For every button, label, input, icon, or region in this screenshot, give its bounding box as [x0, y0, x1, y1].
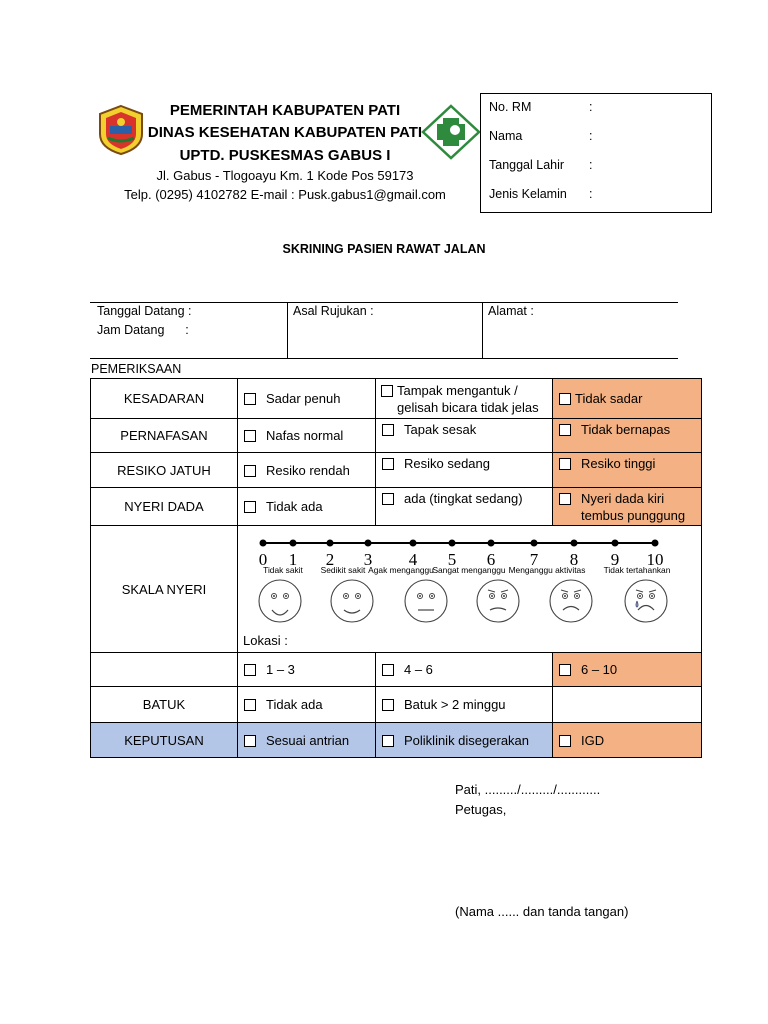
checkbox-icon[interactable] — [244, 735, 256, 747]
alamat-field[interactable]: Alamat : — [488, 304, 534, 318]
option-label: Resiko rendah — [266, 462, 350, 478]
divider — [287, 302, 288, 359]
header-line-2: DINAS KESEHATAN KABUPATEN PATI — [147, 124, 423, 141]
scale-dot — [290, 539, 297, 546]
checkbox-icon[interactable] — [244, 393, 256, 405]
scale-dot — [612, 539, 619, 546]
option-cell[interactable] — [376, 723, 553, 758]
option-label: 1 – 3 — [266, 662, 295, 677]
face-icon — [259, 580, 301, 622]
face-icon — [405, 580, 447, 622]
checkbox-icon[interactable] — [244, 501, 256, 513]
table-row — [91, 453, 702, 488]
option-label: Tidak ada — [266, 697, 323, 712]
option-label: Tidak ada — [266, 499, 323, 514]
scale-number: 10 — [646, 549, 664, 569]
option-label: Resiko sedang — [404, 456, 490, 471]
divider — [482, 302, 483, 359]
option-label: Nyeri dada kiri tembus punggung — [581, 491, 686, 523]
jenis-kelamin-field[interactable] — [489, 187, 593, 201]
row-label-kesadaran: KESADARAN — [91, 379, 238, 419]
option-cell[interactable] — [238, 488, 376, 526]
scale-dot — [365, 539, 372, 546]
tanggal-lahir-field[interactable] — [489, 158, 593, 172]
option-cell[interactable] — [553, 653, 702, 687]
option-label: Sadar penuh — [266, 391, 341, 406]
pain-scale-graphic — [238, 527, 701, 652]
checkbox-icon[interactable] — [244, 430, 256, 442]
document-title: SKRINING PASIEN RAWAT JALAN — [282, 242, 486, 256]
face-pupil — [503, 595, 505, 597]
table-row — [91, 488, 702, 526]
checkbox-icon[interactable] — [559, 458, 571, 470]
face-pupil — [431, 595, 433, 597]
nama-field[interactable] — [489, 129, 593, 143]
scale-descriptor: Agak menganggu — [368, 564, 434, 575]
row-label-pernafasan: PERNAFASAN — [91, 419, 238, 453]
scale-number: 7 — [529, 549, 539, 569]
table-row — [91, 379, 702, 419]
row-label-nyeri-dada: NYERI DADA — [91, 488, 238, 526]
scale-descriptor: Tidak tertahankan — [603, 564, 671, 575]
lokasi-field[interactable]: Lokasi : — [243, 632, 288, 648]
checkbox-icon[interactable] — [244, 465, 256, 477]
scale-number: 0 — [258, 549, 268, 569]
checkbox-icon[interactable] — [244, 664, 256, 676]
pain-scale-cell — [238, 526, 702, 653]
option-cell[interactable] — [238, 653, 376, 687]
scale-dot — [449, 539, 456, 546]
checkbox-icon[interactable] — [559, 424, 571, 436]
row-label-keputusan: KEPUTUSAN — [91, 723, 238, 758]
option-label: IGD — [581, 732, 605, 748]
scale-number: 2 — [325, 549, 335, 569]
scale-number: 8 — [569, 549, 579, 569]
option-label: Batuk > 2 minggu — [404, 697, 506, 712]
table-row — [91, 687, 702, 723]
face-icon — [477, 580, 519, 622]
option-label: 4 – 6 — [404, 662, 433, 677]
tanggal-lahir-label: Tanggal Lahir — [489, 158, 565, 172]
option-cell[interactable] — [238, 453, 376, 488]
option-cell[interactable] — [376, 453, 553, 488]
option-cell[interactable] — [553, 379, 702, 419]
header-line-3: UPTD. PUSKESMAS GABUS I — [179, 147, 391, 164]
scale-descriptor: Sedikit sakit — [320, 564, 366, 575]
scale-number: 3 — [363, 549, 373, 569]
scale-number: 9 — [610, 549, 620, 569]
option-label: Resiko tinggi — [581, 456, 656, 471]
checkbox-icon[interactable] — [382, 664, 394, 676]
tanggal-datang-field[interactable]: Tanggal Datang : — [97, 304, 192, 318]
option-cell[interactable] — [376, 379, 553, 419]
row-label-skala-nyeri: SKALA NYERI — [91, 526, 238, 653]
signature-name-field[interactable]: (Nama ...... dan tanda tangan) — [455, 904, 629, 919]
table-row — [91, 526, 702, 653]
face-pupil — [651, 595, 653, 597]
option-cell[interactable] — [376, 488, 553, 526]
face-pupil — [419, 595, 421, 597]
no-rm-field[interactable] — [489, 100, 593, 114]
officer-label: Petugas, — [455, 802, 507, 817]
colon: : — [589, 100, 593, 114]
option-label: ada (tingkat sedang) — [404, 491, 523, 506]
no-rm-label: No. RM — [489, 100, 532, 114]
checkbox-icon[interactable] — [559, 735, 571, 747]
checkbox-icon[interactable] — [382, 493, 394, 505]
checkbox-icon[interactable] — [382, 424, 394, 436]
face-pupil — [564, 595, 566, 597]
checkbox-icon[interactable] — [382, 699, 394, 711]
asal-rujukan-field[interactable]: Asal Rujukan : — [293, 304, 374, 318]
patient-id-box — [480, 93, 712, 213]
row-label-skor — [91, 653, 238, 687]
table-row — [91, 419, 702, 453]
option-cell[interactable] — [238, 687, 376, 723]
option-label: Sesuai antrian — [266, 732, 350, 748]
colon: : — [589, 187, 593, 201]
checkbox-icon[interactable] — [381, 385, 393, 397]
scale-dot — [410, 539, 417, 546]
face-pupil — [576, 595, 578, 597]
option-label: Tapak sesak — [404, 422, 477, 437]
section-label: PEMERIKSAAN — [91, 362, 182, 376]
jam-datang-field[interactable]: Jam Datang : — [97, 323, 189, 337]
scale-number: 6 — [486, 549, 496, 569]
option-cell[interactable] — [553, 453, 702, 488]
face-icon — [550, 580, 592, 622]
table-row — [91, 653, 702, 687]
jenis-kelamin-label: Jenis Kelamin — [489, 187, 567, 201]
face-pupil — [273, 595, 275, 597]
scale-dot — [327, 539, 334, 546]
option-cell[interactable] — [553, 488, 702, 526]
option-label: Tidak sadar — [575, 391, 643, 406]
option-cell[interactable] — [238, 379, 376, 419]
face-tear — [636, 601, 638, 607]
option-cell[interactable] — [376, 653, 553, 687]
option-label: Poliklinik disegerakan — [404, 732, 530, 748]
divider — [90, 358, 678, 359]
checkbox-icon[interactable] — [382, 735, 394, 747]
option-label: Tampak mengantuk / gelisah bicara tidak jelas — [397, 382, 539, 415]
header-line-1: PEMERINTAH KABUPATEN PATI — [169, 102, 401, 119]
option-cell[interactable] — [238, 723, 376, 758]
scale-descriptor: Menganggu aktivitas — [508, 564, 586, 575]
divider — [90, 302, 678, 303]
option-cell[interactable] — [238, 419, 376, 453]
option-label: Tidak bernapas — [581, 422, 671, 437]
header-contact: Telp. (0295) 4102782 E-mail : Pusk.gabus1@gmail.com — [124, 187, 446, 202]
option-cell[interactable] — [553, 723, 702, 758]
pain-scale — [238, 527, 701, 652]
row-label-batuk: BATUK — [91, 687, 238, 723]
option-label: 6 – 10 — [581, 662, 618, 677]
face-pupil — [491, 595, 493, 597]
row-label-resiko-jatuh: RESIKO JATUH — [91, 453, 238, 488]
scale-dot — [652, 539, 659, 546]
scale-dot — [260, 539, 267, 546]
scale-dot — [531, 539, 538, 546]
scale-dot — [571, 539, 578, 546]
nama-label: Nama — [489, 129, 523, 143]
scale-number: 4 — [408, 549, 418, 569]
face-pupil — [285, 595, 287, 597]
face-pupil — [357, 595, 359, 597]
checkbox-icon[interactable] — [244, 699, 256, 711]
checkbox-icon[interactable] — [559, 393, 571, 405]
empty-cell — [553, 687, 702, 723]
screening-table — [90, 378, 702, 758]
header-address: Jl. Gabus - Tlogoayu Km. 1 Kode Pos 59173 — [156, 168, 414, 183]
face-icon — [331, 580, 373, 622]
colon: : — [589, 129, 593, 143]
option-label: Nafas normal — [266, 428, 344, 443]
option-cell[interactable] — [553, 419, 702, 453]
face-icon — [625, 580, 667, 622]
scale-descriptor: Sangat menganggu — [432, 564, 506, 575]
colon: : — [589, 158, 593, 172]
option-cell[interactable] — [376, 419, 553, 453]
checkbox-icon[interactable] — [559, 664, 571, 676]
face-pupil — [345, 595, 347, 597]
checkbox-icon[interactable] — [559, 493, 571, 505]
scale-descriptor: Tidak sakit — [263, 564, 303, 575]
place-date-field[interactable]: Pati, ........./........./............ — [455, 782, 601, 797]
scale-dot — [488, 539, 495, 546]
scale-number: 5 — [447, 549, 457, 569]
scale-number: 1 — [288, 549, 298, 569]
option-cell[interactable] — [376, 687, 553, 723]
table-row — [91, 723, 702, 758]
face-pupil — [639, 595, 641, 597]
checkbox-icon[interactable] — [382, 458, 394, 470]
